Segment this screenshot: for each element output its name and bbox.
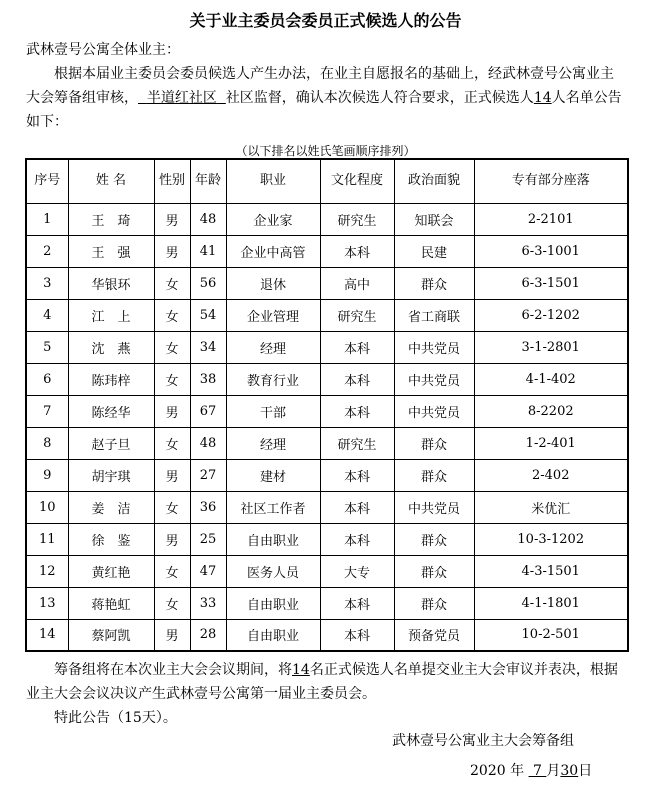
cell-political-status: 中共党员 xyxy=(394,331,474,363)
cell-education: 本科 xyxy=(320,459,394,491)
cell-unit: 4-1-1801 xyxy=(474,587,628,619)
cell-name: 沈 燕 xyxy=(68,331,154,363)
candidate-count: 14 xyxy=(533,90,552,106)
cell-age: 41 xyxy=(190,235,226,267)
cell-no: 5 xyxy=(26,331,68,363)
table-row xyxy=(26,523,628,555)
cell-no: 1 xyxy=(26,203,68,235)
intro-text-after: 人名单公告如下： xyxy=(26,90,622,130)
cell-unit: 2-2101 xyxy=(474,203,628,235)
cell-political-status: 群众 xyxy=(394,459,474,491)
cell-education: 本科 xyxy=(320,587,394,619)
header-gender: 性别 xyxy=(154,159,190,203)
cell-name: 蒋艳虹 xyxy=(68,587,154,619)
ordering-note: （以下排名以姓氏笔画顺序排列） xyxy=(235,144,416,158)
cell-education: 本科 xyxy=(320,491,394,523)
table-row xyxy=(26,587,628,619)
header-name: 姓 名 xyxy=(68,159,154,203)
cell-education: 本科 xyxy=(320,523,394,555)
cell-no: 2 xyxy=(26,235,68,267)
cell-no: 12 xyxy=(26,555,68,587)
cell-political-status: 中共党员 xyxy=(394,491,474,523)
cell-job: 教育行业 xyxy=(226,363,320,395)
intro-text-before: 根据本届业主委员会委员候选人产生办法，在业主自愿报名的基础上，经武林壹号公寓业主大会筹备组审核， xyxy=(26,66,614,106)
cell-age: 48 xyxy=(190,203,226,235)
table-row xyxy=(26,331,628,363)
cell-job: 企业管理 xyxy=(226,299,320,331)
cell-no: 13 xyxy=(26,587,68,619)
notice-date: 2020 年 7 月30日 xyxy=(470,763,593,779)
cell-age: 36 xyxy=(190,491,226,523)
header-age: 年龄 xyxy=(190,159,226,203)
cell-education: 本科 xyxy=(320,619,394,651)
cell-gender: 男 xyxy=(154,619,190,651)
cell-gender: 男 xyxy=(154,395,190,427)
cell-education: 大专 xyxy=(320,555,394,587)
cell-name: 蔡阿凯 xyxy=(68,619,154,651)
header-no: 序号 xyxy=(26,159,68,203)
closing-text-after: 名正式候选人名单提交业主大会审议并表决，根据业主大会会议决议产生武林壹号公寓第一届业主委员会。 xyxy=(26,662,618,702)
cell-education: 本科 xyxy=(320,363,394,395)
cell-job: 自由职业 xyxy=(226,619,320,651)
cell-age: 54 xyxy=(190,299,226,331)
cell-gender: 女 xyxy=(154,299,190,331)
cell-no: 4 xyxy=(26,299,68,331)
cell-unit: 4-3-1501 xyxy=(474,555,628,587)
cell-age: 25 xyxy=(190,523,226,555)
cell-age: 67 xyxy=(190,395,226,427)
table-row xyxy=(26,459,628,491)
cell-political-status: 省工商联 xyxy=(394,299,474,331)
cell-job: 退休 xyxy=(226,267,320,299)
cell-education: 研究生 xyxy=(320,299,394,331)
signature: 武林壹号公寓业主大会筹备组 xyxy=(392,733,574,749)
date-year: 2020 xyxy=(470,763,506,779)
table-row xyxy=(26,395,628,427)
table-row xyxy=(26,235,628,267)
cell-no: 8 xyxy=(26,427,68,459)
cell-political-status: 民建 xyxy=(394,235,474,267)
cell-name: 江 上 xyxy=(68,299,154,331)
cell-education: 本科 xyxy=(320,235,394,267)
table-row xyxy=(26,555,628,587)
cell-age: 27 xyxy=(190,459,226,491)
community-name: 半道红社区 xyxy=(146,90,217,106)
cell-job: 医务人员 xyxy=(226,555,320,587)
cell-unit: 6-3-1501 xyxy=(474,267,628,299)
cell-name: 胡宇琪 xyxy=(68,459,154,491)
cell-unit: 10-3-1202 xyxy=(474,523,628,555)
table-row xyxy=(26,363,628,395)
header-job: 职业 xyxy=(226,159,320,203)
table-row xyxy=(26,619,628,651)
cell-gender: 女 xyxy=(154,331,190,363)
cell-unit: 6-2-1202 xyxy=(474,299,628,331)
cell-job: 社区工作者 xyxy=(226,491,320,523)
page-title: 关于业主委员会委员正式候选人的公告 xyxy=(189,11,462,30)
cell-unit: 6-3-1001 xyxy=(474,235,628,267)
cell-name: 王 强 xyxy=(68,235,154,267)
salutation: 武林壹号公寓全体业主： xyxy=(26,42,180,58)
cell-political-status: 群众 xyxy=(394,587,474,619)
cell-age: 38 xyxy=(190,363,226,395)
cell-education: 高中 xyxy=(320,267,394,299)
cell-gender: 女 xyxy=(154,363,190,395)
cell-no: 9 xyxy=(26,459,68,491)
table-row xyxy=(26,491,628,523)
cell-political-status: 知联会 xyxy=(394,203,474,235)
cell-political-status: 群众 xyxy=(394,267,474,299)
cell-name: 华银环 xyxy=(68,267,154,299)
cell-gender: 女 xyxy=(154,267,190,299)
header-unit: 专有部分座落 xyxy=(474,159,628,203)
cell-gender: 男 xyxy=(154,203,190,235)
cell-job: 自由职业 xyxy=(226,523,320,555)
cell-age: 28 xyxy=(190,619,226,651)
cell-job: 建材 xyxy=(226,459,320,491)
table-row xyxy=(26,267,628,299)
cell-no: 10 xyxy=(26,491,68,523)
cell-age: 56 xyxy=(190,267,226,299)
cell-job: 经理 xyxy=(226,331,320,363)
cell-education: 本科 xyxy=(320,395,394,427)
cell-gender: 男 xyxy=(154,235,190,267)
cell-education: 研究生 xyxy=(320,203,394,235)
cell-gender: 女 xyxy=(154,555,190,587)
cell-job: 干部 xyxy=(226,395,320,427)
cell-unit: 4-1-402 xyxy=(474,363,628,395)
cell-education: 本科 xyxy=(320,331,394,363)
cell-name: 陈玮梓 xyxy=(68,363,154,395)
cell-political-status: 预备党员 xyxy=(394,619,474,651)
closing-paragraph xyxy=(26,658,626,706)
cell-job: 企业家 xyxy=(226,203,320,235)
header-political-status: 政治面貌 xyxy=(394,159,474,203)
cell-age: 33 xyxy=(190,587,226,619)
cell-unit: 米优汇 xyxy=(474,491,628,523)
cell-name: 陈经华 xyxy=(68,395,154,427)
cell-unit: 8-2202 xyxy=(474,395,628,427)
closing-count: 14 xyxy=(292,662,310,678)
cell-no: 14 xyxy=(26,619,68,651)
cell-age: 48 xyxy=(190,427,226,459)
closing-text-before: 筹备组将在本次业主大会会议期间，将 xyxy=(54,662,292,678)
cell-gender: 女 xyxy=(154,427,190,459)
cell-age: 34 xyxy=(190,331,226,363)
cell-name: 徐 鉴 xyxy=(68,523,154,555)
cell-political-status: 群众 xyxy=(394,427,474,459)
table-header-row xyxy=(26,159,628,203)
cell-job: 企业中高管 xyxy=(226,235,320,267)
date-month: 7 xyxy=(533,763,542,779)
cell-political-status: 群众 xyxy=(394,555,474,587)
cell-unit: 1-2-401 xyxy=(474,427,628,459)
cell-gender: 男 xyxy=(154,523,190,555)
intro-text-middle: 社区监督，确认本次候选人符合要求，正式候选人 xyxy=(225,90,534,106)
cell-job: 经理 xyxy=(226,427,320,459)
intro-paragraph xyxy=(26,62,626,134)
notice-text: 特此公告（15天）。 xyxy=(54,710,177,726)
cell-no: 11 xyxy=(26,523,68,555)
cell-unit: 3-1-2801 xyxy=(474,331,628,363)
cell-gender: 女 xyxy=(154,587,190,619)
cell-gender: 女 xyxy=(154,491,190,523)
cell-no: 7 xyxy=(26,395,68,427)
cell-political-status: 群众 xyxy=(394,523,474,555)
cell-name: 赵子旦 xyxy=(68,427,154,459)
header-education: 文化程度 xyxy=(320,159,394,203)
cell-name: 黄红艳 xyxy=(68,555,154,587)
cell-unit: 2-402 xyxy=(474,459,628,491)
cell-no: 3 xyxy=(26,267,68,299)
date-day: 30 xyxy=(560,763,579,779)
table-row xyxy=(26,203,628,235)
cell-education: 研究生 xyxy=(320,427,394,459)
cell-political-status: 中共党员 xyxy=(394,363,474,395)
cell-age: 47 xyxy=(190,555,226,587)
candidate-table xyxy=(25,158,629,652)
cell-unit: 10-2-501 xyxy=(474,619,628,651)
cell-no: 6 xyxy=(26,363,68,395)
table-row xyxy=(26,427,628,459)
cell-name: 王 琦 xyxy=(68,203,154,235)
cell-name: 姜 洁 xyxy=(68,491,154,523)
cell-job: 自由职业 xyxy=(226,587,320,619)
cell-political-status: 中共党员 xyxy=(394,395,474,427)
cell-gender: 男 xyxy=(154,459,190,491)
table-row xyxy=(26,299,628,331)
